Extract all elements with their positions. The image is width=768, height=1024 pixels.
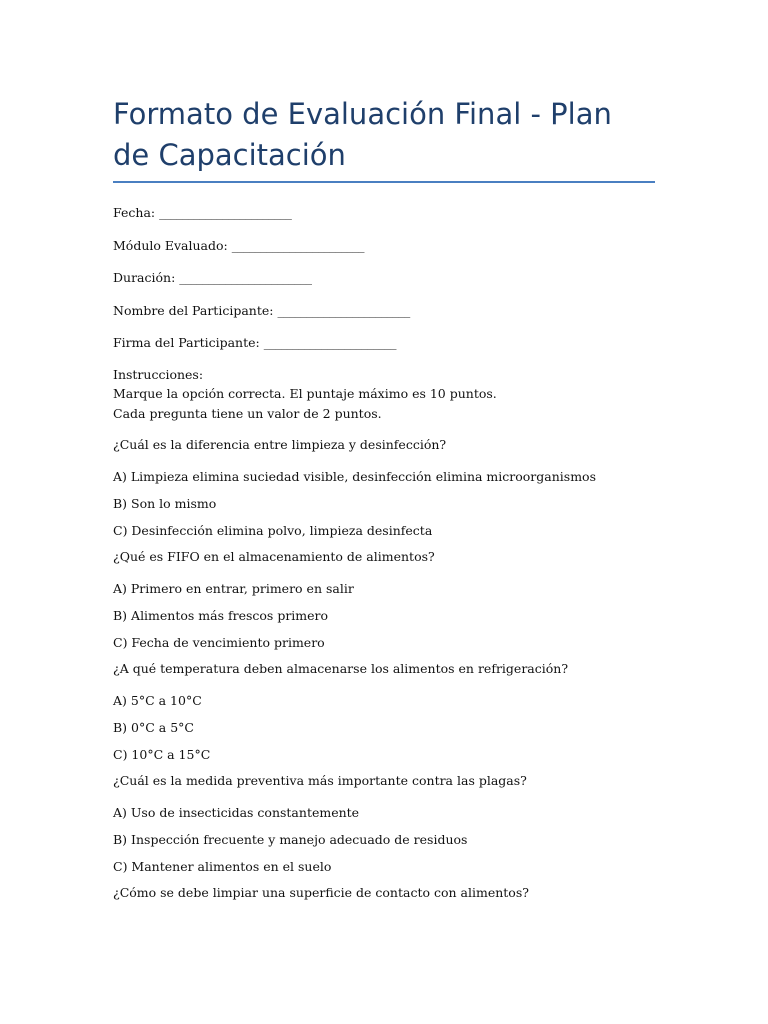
field-blank: _______________________ <box>277 302 410 318</box>
field-label: Módulo Evaluado: <box>113 237 228 253</box>
instructions-line: Cada pregunta tiene un valor de 2 puntos. <box>113 405 382 421</box>
document-title: Formato de Evaluación Final - Plan de Capacitación <box>113 94 655 183</box>
question-3-option-c: C) 10°C a 15°C <box>113 747 211 762</box>
questions-list <box>113 435 655 903</box>
field-blank: _______________________ <box>263 335 396 350</box>
field-label: Fecha: <box>113 205 156 220</box>
question-4-option-c: C) Mantener alimentos en el suelo <box>113 859 332 874</box>
header-fields <box>113 203 655 353</box>
question-2: ¿Qué es FIFO en el almacenamiento de alimentos? <box>113 549 435 564</box>
field-blank: _______________________ <box>231 237 364 253</box>
document-page <box>113 94 655 903</box>
instructions-heading: Instrucciones: <box>113 366 204 382</box>
field-label: Firma del Participante: <box>113 335 260 350</box>
question-1-option-c: C) Desinfección elimina polvo, limpieza desinfecta <box>113 523 433 538</box>
field-modulo-evaluado <box>113 236 655 256</box>
field-fecha <box>113 203 655 223</box>
field-blank: _______________________ <box>179 270 312 285</box>
question-2-option-c: C) Fecha de vencimiento primero <box>113 635 325 650</box>
question-5: ¿Cómo se debe limpiar una superficie de contacto con alimentos? <box>113 885 529 900</box>
question-4-option-b: B) Inspección frecuente y manejo adecuado de residuos <box>113 832 468 847</box>
question-3-option-b: B) 0°C a 5°C <box>113 720 194 735</box>
question-2-option-a: A) Primero en entrar, primero en salir <box>113 581 354 596</box>
question-3: ¿A qué temperatura deben almacenarse los alimentos en refrigeración? <box>113 661 569 676</box>
question-1-option-b: B) Son lo mismo <box>113 496 217 511</box>
field-firma-participante <box>113 333 655 353</box>
question-1-option-a: A) Limpieza elimina suciedad visible, desinfección elimina microorganismos <box>113 469 596 484</box>
question-1: ¿Cuál es la diferencia entre limpieza y desinfección? <box>113 437 447 452</box>
field-nombre-participante <box>113 301 655 321</box>
field-duracion <box>113 268 655 288</box>
instructions-line: Marque la opción correcta. El puntaje máximo es 10 puntos. <box>113 386 497 401</box>
question-3-option-a: A) 5°C a 10°C <box>113 693 202 708</box>
field-blank: _______________________ <box>159 205 292 220</box>
field-label: Nombre del Participante: <box>113 302 274 318</box>
question-4-option-a: A) Uso de insecticidas constantemente <box>113 805 360 820</box>
field-label: Duración: <box>113 270 176 285</box>
question-4: ¿Cuál es la medida preventiva más importante contra las plagas? <box>113 773 527 788</box>
question-2-option-b: B) Alimentos más frescos primero <box>113 608 329 623</box>
instructions-block <box>113 365 655 424</box>
